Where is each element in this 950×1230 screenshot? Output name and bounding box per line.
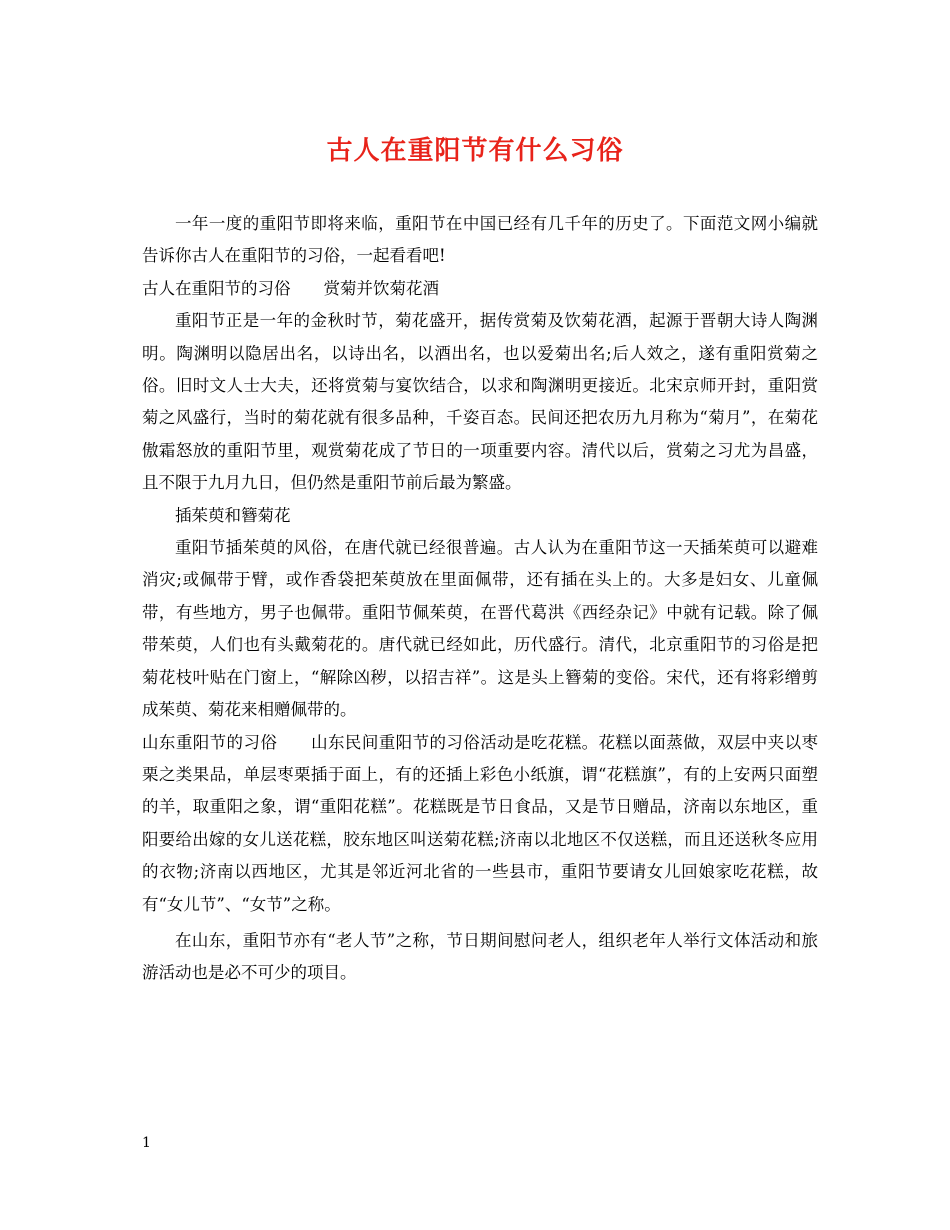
paragraph-elderly-festival: 在山东，重阳节亦有“老人节”之称，节日期间慰问老人，组织老年人举行文体活动和旅游活动也是必不可少的项目。 <box>142 930 818 983</box>
paragraph-intro: 一年一度的重阳节即将来临，重阳节在中国已经有几千年的历史了。下面范文网小编就告诉你古人在重阳节的习俗，一起看看吧! <box>142 214 818 266</box>
paragraph-shandong-customs: 山东重阳节的习俗 山东民间重阳节的习俗活动是吃花糕。花糕以面蒸做，双层中夹以枣栗之类果品，单层枣栗插于面上，有的还插上彩色小纸旗，谓“花糕旗”，有的上安两只面塑的羊，取重阳之象，谓“重阳花糕”。花糕既是节日食品，又是节日赠品，济南以东地区，重阳要给出嫁的女儿送花糕，胶东地区叫送菊花糕;济南以北地区不仅送糕，而且还送秋冬应用的衣物;济南以西地区，尤其是邻近河北省的一些县市，重阳节要请女儿回娘家吃花糕，故有“女儿节”、“女节”之称。 <box>142 732 818 914</box>
document-body <box>142 208 818 990</box>
document-title: 古人在重阳节有什么习俗 <box>326 136 624 166</box>
paragraph-dogwood: 重阳节插茱萸的风俗，在唐代就已经很普遍。古人认为在重阳节这一天插茱萸可以避难消灾;或佩带于臂，或作香袋把茱萸放在里面佩带，还有插在头上的。大多是妇女、儿童佩带，有些地方，男子也佩带。重阳节佩茱萸，在晋代葛洪《西经杂记》中就有记载。除了佩带茱萸，人们也有头戴菊花的。唐代就已经如此，历代盛行。清代，北京重阳节的习俗是把菊花枝叶贴在门窗上，“解除凶秽，以招吉祥”。这是头上簪菊的变俗。宋代，还有将彩缯剪成茱萸、菊花来相赠佩带的。 <box>142 538 818 720</box>
paragraph-heading-dogwood: 插茱萸和簪菊花 <box>175 505 291 525</box>
paragraph-heading-ancient-customs: 古人在重阳节的习俗 赏菊并饮菊花酒 <box>142 278 439 298</box>
page-number: 1 <box>142 1135 151 1151</box>
paragraph-chrysanthemum: 重阳节正是一年的金秋时节，菊花盛开，据传赏菊及饮菊花酒，起源于晋朝大诗人陶渊明。陶渊明以隐居出名，以诗出名，以酒出名，也以爱菊出名;后人效之，遂有重阳赏菊之俗。旧时文人士大夫，还将赏菊与宴饮结合，以求和陶渊明更接近。北宋京师开封，重阳赏菊之风盛行，当时的菊花就有很多品种，千姿百态。民间还把农历九月称为“菊月”，在菊花傲霜怒放的重阳节里，观赏菊花成了节日的一项重要内容。清代以后，赏菊之习尤为昌盛，且不限于九月九日，但仍然是重阳节前后最为繁盛。 <box>142 311 818 493</box>
